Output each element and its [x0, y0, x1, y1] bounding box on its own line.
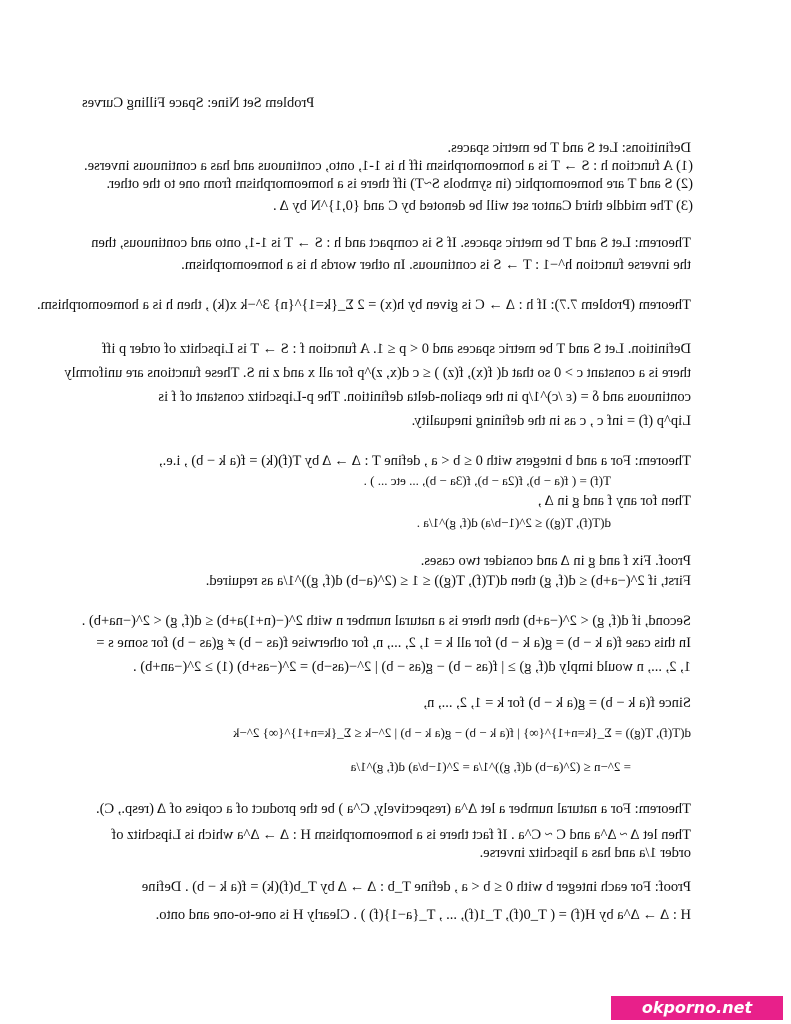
- page-header: Problem Set Nine: Space Filling Curves: [82, 95, 315, 111]
- proof-shift-case2-line2: In this case f(a k − b) = g(a k − b) for all k = 1, 2, ..., n, for otherwise f(as − b) ≠ g(as − b) for some s =: [96, 635, 691, 651]
- definition-cantor-set: (3) The middle third Cantor set will be denoted by C and {0,1}^N by Δ .: [272, 198, 693, 214]
- definition-homeomorphism: (1) A function h : S → T is a homeomorphism iff h is 1-1, onto, continuous and has a continuous inverse.: [84, 158, 693, 174]
- theorem-product-line1: Theorem: For a natural number a let Δ^a (respectively, C^a ) be the product of a copies of Δ (resp., C).: [95, 801, 691, 817]
- theorem-problem-7-7: Theorem (Problem 7.7): If h : Δ → C is given by h(x) = 2 Σ_{k=1}^{n} 3^−k x(k) , then h is a homeomorphism.: [36, 297, 691, 313]
- watermark-logo: okporno.net: [611, 996, 783, 1020]
- theorem-shift-line1: Theorem: For a and b integers with 0 ≤ b < a , define T : Δ → Δ by T(f)(k) = f(a k − b) , i.e.,: [159, 453, 691, 469]
- theorem-compact-line1: Theorem: Let S and T be metric spaces. If S is compact and h : S → T is 1-1, onto and continuous, then: [91, 235, 691, 251]
- proof-shift-case2-line3: 1, 2, ..., n would imply d(f, g) ≥ | f(as − b) − g(as − b) | 2^−(as−b) = 2^(−as+b) (1) ≥ 2^(−an+b) .: [132, 659, 691, 675]
- proof-shift-sum: d(T(f), T(g)) = Σ_{k=n+1}^{∞} | f(a k − b) − g(a k − b) | 2^−k ≤ Σ_{k=n+1}^{∞} 2^−k: [232, 725, 691, 740]
- proof-product-line1: Proof: For each integer b with 0 ≤ b < a , define T_b : Δ → Δ by T_b(f)(k) = f(a k − b) . Define: [141, 879, 691, 895]
- theorem-compact-line2: the inverse function h^−1 : T → S is continuous. In other words h is a homeomorphism.: [181, 257, 691, 273]
- definition-lipschitz-line3: continuous and δ = (ε /c)^1/p in the epsilon-delta definition. The p-Lipschitz constant of f is: [158, 389, 691, 405]
- definition-lipschitz-constant: Lip^p (f) = inf c , c as in the defining inequality.: [411, 413, 691, 429]
- definition-lipschitz-line2: there is a constant c > 0 so that d( f(x), f(z) ) ≤ c d(x, z)^p for all x and z in S. These functions are uniformly: [64, 365, 691, 381]
- proof-shift-line1: Proof. Fix f and g in Δ and consider two cases.: [420, 553, 691, 569]
- proof-product-line2: H : Δ → Δ^a by H(f) = ( T_0(f), T_1(f), ... , T_{a−1}(f) ) . Clearly H is one-to-one and onto.: [155, 907, 691, 923]
- theorem-shift-line3: Then for any f and g in Δ ,: [537, 493, 691, 509]
- proof-shift-case2-line1: Second, if d(f, g) < 2^(−a+b) then there is a natural number n with 2^(−(n+1)a+b) ≤ d(f, g) < 2^(−na+b) .: [81, 613, 691, 629]
- definition-lipschitz-line1: Definition. Let S and T be metric spaces and 0 < p ≤ 1. A function f : S → T is Lipschitz of order p iff: [101, 341, 691, 357]
- definition-homeomorphic: (2) S and T are homeomorphic (in symbols S~T) iff there is a homeomorphism from one to the other.: [106, 176, 693, 192]
- theorem-product-line2: Then let Δ ~ Δ^a and C ~ C^a . If fact there is a homeomorphism H : Δ → Δ^a which is Lipschitz of: [111, 827, 691, 843]
- definitions-heading: Definitions: Let S and T be metric spaces.: [447, 140, 691, 156]
- proof-shift-case1: First, if 2^(−a+b) ≤ d(f, g) then d(T(f), T(g)) ≤ 1 ≤ (2^(a−b) d(f, g))^1/a as required.: [205, 573, 691, 589]
- theorem-product-line3: order 1/a and has a lipschitz inverse.: [479, 845, 691, 861]
- theorem-shift-inequality: d(T(f), T(g)) ≤ 2^(1−b/a) d(f, g)^1/a .: [416, 515, 611, 530]
- proof-shift-since: Since f(a k − b) = g(a k − b) for k = 1, 2, ..., n,: [423, 695, 691, 711]
- proof-shift-conclusion: = 2^−n ≤ (2^(a−b) d(f, g))^1/a = 2^(1−b/a) d(f, g)^1/a: [350, 759, 631, 774]
- theorem-shift-definition: T(f) = ( f(a − b), f(2a − b), f(3a − b), ... etc ... ) .: [363, 473, 611, 488]
